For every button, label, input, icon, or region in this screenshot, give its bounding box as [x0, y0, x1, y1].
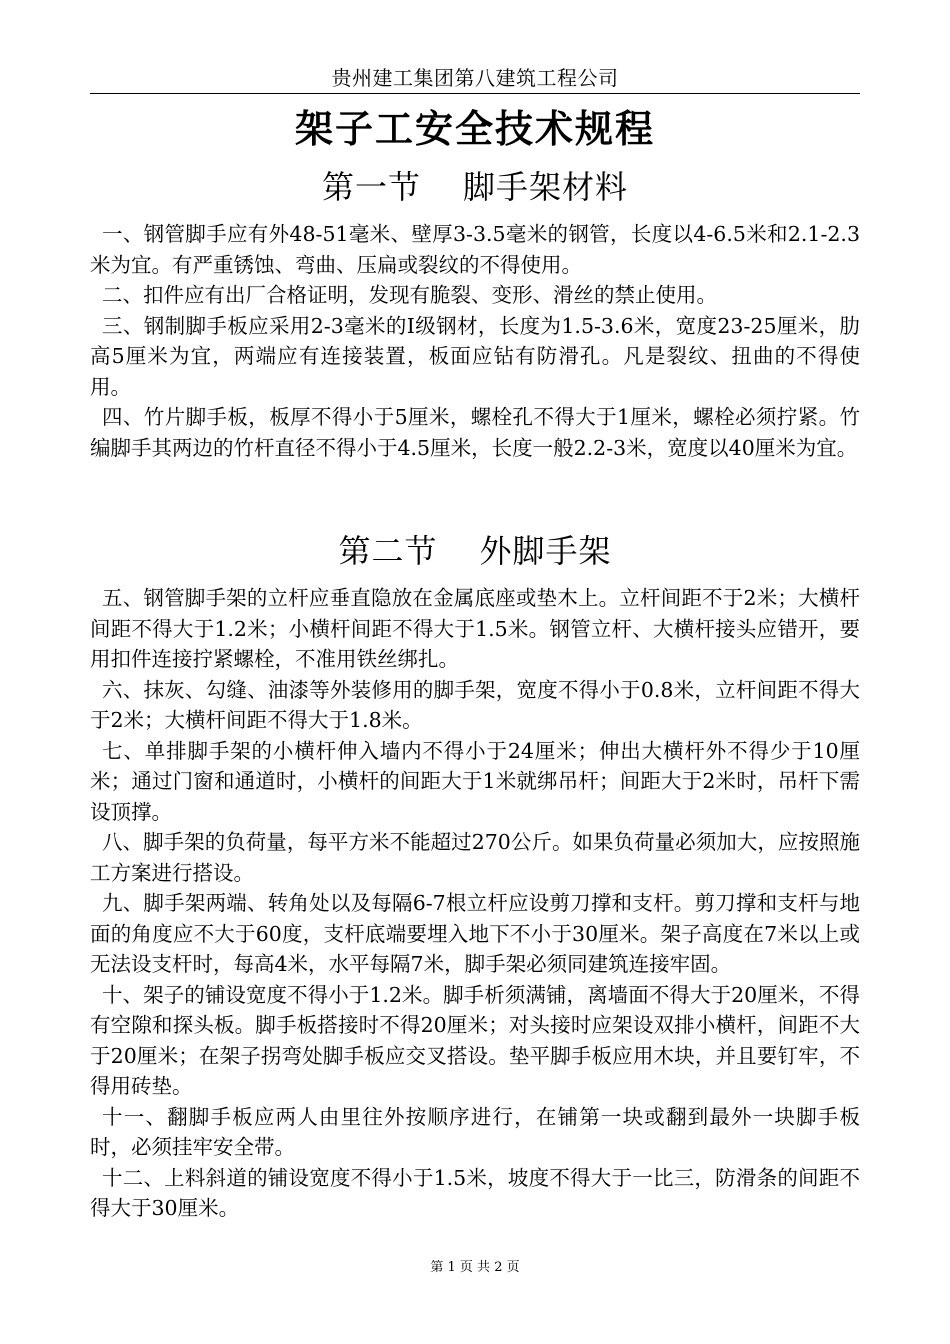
section-heading-1: [90, 164, 860, 210]
document-title: 架子工安全技术规程: [294, 107, 655, 151]
section-heading-2: [90, 528, 860, 574]
paragraph: 四、竹片脚手板，板厚不得小于5厘米，螺栓孔不得大于1厘米，螺栓必须拧紧。竹编脚手其两边的竹杆直径不得小于4.5厘米，长度一般2.2-3米，宽度以40厘米为宜。: [90, 405, 860, 460]
section-body-2: [90, 583, 860, 1224]
section-number: 第二节: [338, 532, 438, 570]
paragraph: 十二、上料斜道的铺设宽度不得小于1.5米，坡度不得大于一比三，防滑条的间距不得大于30厘米。: [90, 1165, 860, 1220]
paragraph: 一、钢管脚手应有外48-51毫米、壁厚3-3.5毫米的钢管，长度以4-6.5米和2.1-2.3米为宜。有严重锈蚀、弯曲、压扁或裂纹的不得使用。: [90, 222, 860, 277]
section-number: 第一节: [321, 168, 421, 206]
document-page: [90, 0, 860, 1344]
paragraph: 三、钢制脚手板应采用2-3毫米的I级钢材，长度为1.5-3.6米，宽度23-25厘米，肋高5厘米为宜，两端应有连接装置，板面应钻有防滑孔。凡是裂纹、扭曲的不得使用。: [90, 313, 860, 399]
section-body-1: [90, 219, 860, 463]
paragraph: 八、脚手架的负荷量，每平方米不能超过270公斤。如果负荷量必须加大，应按照施工方案进行搭设。: [90, 830, 860, 885]
paragraph: 五、钢管脚手架的立杆应垂直隐放在金属底座或垫木上。立杆间距不于2米；大横杆间距不得大于1.2米；小横杆间距不得大于1.5米。钢管立杆、大横杆接头应错开，要用扣件连接拧紧螺栓，不准用铁丝绑扎。: [90, 586, 860, 671]
page-footer-page-number: 第 1 页 共 2 页: [430, 1260, 520, 1275]
header-divider: [90, 93, 860, 94]
paragraph: 十、架子的铺设宽度不得小于1.2米。脚手析须满铺，离墙面不得大于20厘米，不得有空隙和探头板。脚手板搭接时不得20厘米；对头接时应架设双排小横杆，间距不大于20厘米；在架子拐弯处脚手板应交叉搭设。垫平脚手板应用木块，并且要钉牢，不得用砖垫。: [90, 982, 860, 1098]
paragraph: 七、单排脚手架的小横杆伸入墙内不得小于24厘米；伸出大横杆外不得少于10厘米；通过门窗和通道时，小横杆的间距大于1米就绑吊杆；间距大于2米时，吊杆下需设顶撑。: [90, 738, 860, 824]
paragraph: 六、抹灰、勾缝、油漆等外装修用的脚手架，宽度不得小于0.8米，立杆间距不得大于2米；大横杆间距不得大于1.8米。: [90, 677, 860, 732]
paragraph: 二、扣件应有出厂合格证明，发现有脆裂、变形、滑丝的禁止使用。: [102, 283, 717, 307]
section-name: 脚手架材料: [463, 168, 629, 206]
paragraph: 九、脚手架两端、转角处以及每隔6-7根立杆应设剪刀撑和支杆。剪刀撑和支杆与地面的角度应不大于60度，支杆底端要埋入地下不小于30厘米。架子高度在7米以上或无法设支杆时，每高4米，水平每隔7米，脚手架必须同建筑连接牢固。: [90, 891, 860, 976]
page-header-company: 贵州建工集团第八建筑工程公司: [331, 66, 619, 90]
section-name: 外脚手架: [479, 532, 612, 570]
paragraph: 十一、翻脚手板应两人由里往外按顺序进行，在铺第一块或翻到最外一块脚手板时，必须挂牢安全带。: [90, 1104, 860, 1159]
